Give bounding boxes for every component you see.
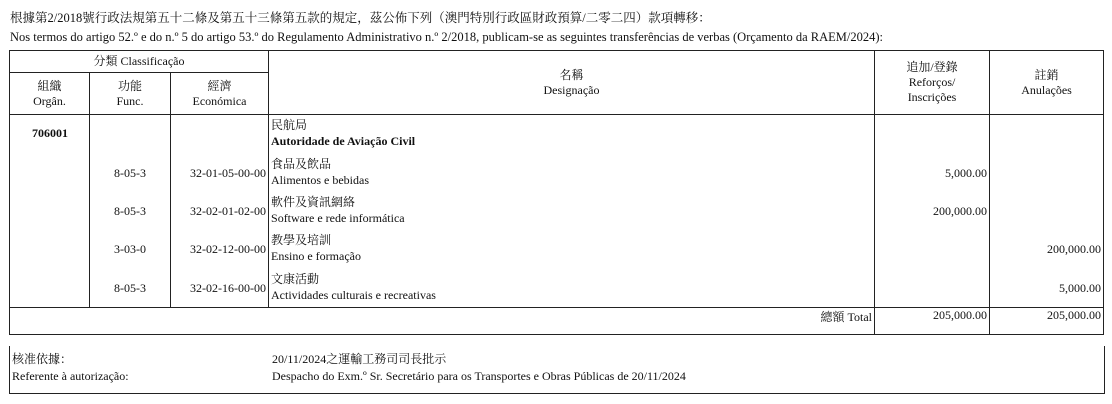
organ-header: [10, 73, 90, 115]
total-row: [10, 308, 1104, 335]
row-4-func: 8-05-3: [114, 281, 146, 295]
row-4-designation-zh: 文康活動: [271, 272, 320, 286]
header-row-1: [10, 51, 1104, 73]
row-4-designation-pt: Actividades culturais e recreativas: [271, 288, 436, 302]
total-reforcos: 205,000.00: [875, 308, 990, 335]
reinforcements-column: [875, 115, 990, 308]
row-1-designation-pt: Alimentos e bebidas: [271, 173, 369, 187]
func-header-zh: 功能: [117, 78, 142, 93]
row-3-econ: 32-02-12-00-00: [190, 242, 267, 256]
classification-header: 分類 Classificação: [10, 51, 269, 73]
reinforcements-header-zh: 追加/登錄: [906, 60, 958, 74]
organ-column: [10, 115, 90, 308]
authorization-value-zh: 20/11/2024之運輸工務司司長批示: [272, 352, 447, 366]
econ-column: [171, 115, 269, 308]
econ-header-pt: Económica: [192, 93, 247, 108]
authorization-value-pt: Despacho do Exm.º Sr. Secretário para os Transportes e Obras Públicas de 20/11/2024: [272, 369, 686, 383]
agency-name-zh: 民航局: [271, 118, 308, 132]
agency-name-pt: Autoridade de Aviação Civil: [271, 134, 416, 148]
func-header-pt: Func.: [116, 93, 144, 108]
cancellations-header: [990, 51, 1104, 115]
cancellations-header-pt: Anulações: [1021, 82, 1072, 97]
total-anulacoes: 205,000.00: [990, 308, 1104, 335]
designation-header-pt: Designação: [543, 82, 600, 97]
cancellations-header-zh: 註銷: [1034, 67, 1059, 82]
intro-portuguese: Nos termos do artigo 52.º e do n.º 5 do artigo 53.º do Regulamento Administrativo n.º 2/2018, publicam-se as seguintes transferências de verbas (Orçamento da RAEM/2024):: [10, 30, 883, 44]
organ-header-pt: Orgân.: [33, 93, 66, 108]
intro-chinese: 根據第2/2018號行政法規第五十二條及第五十三條第五款的規定，茲公佈下列（澳門特別行政區財政預算/二零二四）款項轉移：: [10, 11, 711, 25]
organ-code: 706001: [32, 126, 68, 140]
func-header: [90, 73, 171, 115]
row-4-anulacao: 5,000.00: [1059, 281, 1102, 295]
reinforcements-header: [875, 51, 990, 115]
reinforcements-header-pt1: Reforços/: [908, 75, 956, 89]
econ-header: [171, 73, 269, 115]
authorization-label-zh: 核准依據：: [12, 352, 73, 366]
authorization-label-pt: Referente à autorização:: [12, 369, 129, 383]
row-2-func: 8-05-3: [114, 204, 146, 218]
designation-column: [269, 115, 875, 308]
authorization-footer: [9, 346, 1105, 394]
row-3-func: 3-03-0: [114, 242, 146, 256]
body-row: [10, 115, 1104, 308]
row-2-designation-zh: 軟件及資訊網絡: [271, 195, 356, 209]
func-column: [90, 115, 171, 308]
designation-header: [269, 51, 875, 115]
row-1-econ: 32-01-05-00-00: [190, 166, 267, 180]
row-3-anulacao: 200,000.00: [1047, 242, 1102, 256]
total-label: 總額 Total: [10, 308, 875, 335]
cancellations-column: [990, 115, 1104, 308]
row-2-econ: 32-02-01-02-00: [190, 204, 267, 218]
transfer-table: [9, 50, 1104, 335]
row-1-designation-zh: 食品及飲品: [271, 157, 332, 171]
row-1-func: 8-05-3: [114, 166, 146, 180]
row-3-designation-zh: 教學及培訓: [271, 233, 332, 247]
row-2-reforco: 200,000.00: [933, 204, 988, 218]
row-4-econ: 32-02-16-00-00: [190, 281, 267, 295]
reinforcements-header-pt2: Inscrições: [907, 90, 957, 104]
organ-header-zh: 組織: [37, 78, 62, 93]
econ-header-zh: 經濟: [207, 78, 232, 93]
row-3-designation-pt: Ensino e formação: [271, 249, 361, 263]
designation-header-zh: 名稱: [559, 67, 584, 82]
row-2-designation-pt: Software e rede informática: [271, 211, 405, 225]
row-1-reforco: 5,000.00: [945, 166, 988, 180]
